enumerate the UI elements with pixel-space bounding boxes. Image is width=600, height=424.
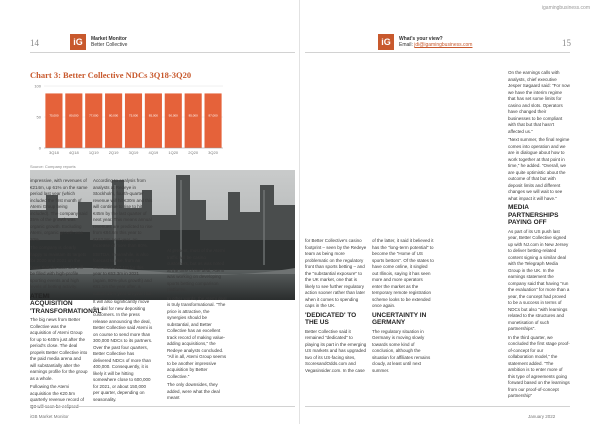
bar-data-label: 85,000 xyxy=(188,113,198,118)
y-tick-label: 50 xyxy=(36,114,41,120)
body-paragraph: impressive, with revenues of €214m, up 61% on the same period last year (which included the first month of Atemi Group being included). The company said 35% of the growth was organic growth. Excluding Atemi, organic growth was 20%. xyxy=(30,178,88,242)
chart-source: Source: Company reports xyxy=(30,164,76,169)
text-column-4 xyxy=(305,238,367,376)
bar-data-label: 75,000 xyxy=(128,113,139,118)
right-header-email-link[interactable]: jdi@igamingbusiness.com xyxy=(414,42,473,48)
left-page-number: 14 xyxy=(30,38,39,48)
section-heading: UNCERTAINTY IN GERMANY xyxy=(372,311,427,326)
chart-bar xyxy=(45,93,62,148)
right-footer: January 2022 xyxy=(528,413,556,419)
x-tick-label: 3Q19 xyxy=(128,150,139,155)
body-paragraph: of the latter, it said it believed it has the "long-term potential" to become the "Home of US sports bettors". Of the states to have come online, it singled out Illinois, saying it has seen more and more operators enter the market as the temporary remote registration scheme looks to be extended once again. xyxy=(372,238,434,308)
x-tick-label: 2Q19 xyxy=(108,150,119,155)
chart-title: Chart 3: Better Collective NDCs 3Q18-3Q20 xyxy=(30,70,192,80)
igb-logo-icon-right: iG xyxy=(378,34,394,50)
section-heading: 'DEDICATED' TO THE US xyxy=(305,311,357,326)
site-url[interactable]: igamingbusiness.com xyxy=(541,5,590,11)
chart-bar xyxy=(145,93,162,148)
x-tick-label: 4Q19 xyxy=(148,150,159,155)
bar-data-label: 75,000 xyxy=(49,113,59,118)
body-paragraph: It will also significantly move the dial for new depositing customers. In the press release announcing the deal, Better Collective said Atemi is on course to send more than 300,000 NDCs to its partners. Over the past four quarters, Better Collective has delivered NDCs of more than 400,000. Consequently, it is likely it will be hitting somewhere close to 600,000 for 2021, or about 150,000 per quarter, depending on seasonality. xyxy=(93,299,153,402)
x-tick-label: 1Q20 xyxy=(168,150,179,155)
body-paragraph: At present, most of the Atemi traffic will be casino customers, but as was noted at the time of the deal, Atemi was working on developing sports betting comparison platforms. xyxy=(167,248,225,292)
igb-logo-icon: iG xyxy=(70,34,86,50)
bar-data-label: 90,000 xyxy=(168,113,178,118)
left-header-rule xyxy=(30,52,295,53)
bar-data-label: 80,000 xyxy=(69,113,79,118)
right-footer-rule xyxy=(305,406,570,407)
right-page-number: 15 xyxy=(562,38,571,48)
left-footer: iGB Market Monitor xyxy=(30,413,69,419)
text-column-5 xyxy=(372,238,434,376)
right-header xyxy=(378,34,472,50)
body-paragraph: In other words, the Atemi deal is truly transformational. "The price is attractive, the synergies should be substantial, and Better Collective has an excellent track record of making value-adding acquisitions," the Redeye analysts concluded. "All in all, Atemi Group seems to be another impressive acquisition by Better Collective." xyxy=(167,295,227,379)
bar-data-label: 87,000 xyxy=(208,113,218,118)
left-footer-rule xyxy=(30,406,295,407)
body-paragraph: The big news from Better Collective was the acquisition of Atemi Group for up to €40m just after the period's close. The deal propels Better Collective into the paid media arena and will substantially alter the earnings profile for the group as a whole. xyxy=(30,317,88,381)
right-header-rule xyxy=(305,52,570,53)
section-heading: ATEMI ACQUISITION 'TRANSFORMATIONAL' xyxy=(30,292,104,315)
bar-data-label: 85,000 xyxy=(148,113,158,118)
body-paragraph: Following the Atemi acquisition the €20.5m quarterly revenue record of xyxy=(30,384,85,402)
body-paragraph: In the third quarter, we concluded the first stage proof-of-concept for our collaboration model," the statement added. "The ambition is to enter more of this type of agreements going forward based on the learnings from our proof-of-concept partnership" xyxy=(508,334,570,398)
text-column-3 xyxy=(167,248,227,404)
body-paragraph: As part of its US push last year, Better Collective signed up with NJ.com in New Jersey to deliver betting-related content signing a similar deal with the Telegraph Media Group in the UK. In the earnings statement the company said that having "run the evaluation" for more than a year, the concept had proved to be a success in terms of NDCs but also "with learnings related to the structures and monetisation of such partnerships". xyxy=(508,228,570,331)
body-paragraph: According to analysis from analysts at Redeye in Stockholm, fourth-quarter revenue will hit €30m and this will continue to rise to hit €45m by the last quarter of next year. This means annual revenues are predicted to rise from €84.6m this year to €163.9m next year, an increase of more than 80%. xyxy=(93,178,153,248)
body-paragraph: On the earnings calls with analysts, chief executive Jesper Søgaard said: "For now we have the interim regime that has set some limits for casino and slots. Operators have changed their businesses to be compliant with that but that hasn't affected us." xyxy=(508,70,570,134)
left-header-title: Market Monitor xyxy=(91,36,127,42)
x-tick-label: 2Q20 xyxy=(188,150,199,155)
text-column-1 xyxy=(30,178,104,412)
body-paragraph: "Next summer, the final regime comes into operation and we are in dialogue about how to work together at that point in time," he added. "Overall, we are quite optimistic about the outcome of that but with deposit limits and different changes we will wait to see what impact it will have." xyxy=(508,137,570,201)
ndc-bar-chart xyxy=(30,82,225,162)
body-paragraph: EBITDA, meanwhile, is also forecast to rise, from an estimated €37.1m for this year to €63.3m in 2021 (again, 80%-plus growth) and €81.1m the year after, a further 25% year-on-year rise. xyxy=(93,251,153,296)
body-paragraph: The only downsides, they added, were what the deal meant xyxy=(167,382,220,400)
body-paragraph: for Better Collective's casino footprint – seen by the Redeye team as being more problematic on the regulatory front than sports betting – and the "substantial exposure" to the UK market, one that is likely to see further regulatory action sooner rather than later when it comes to spending caps in the UK. xyxy=(305,238,367,308)
chart-bar xyxy=(205,93,222,148)
x-tick-label: 3Q20 xyxy=(208,150,218,155)
section-heading: MEDIA PARTNERSHIPS PAYING OFF xyxy=(508,204,559,226)
y-tick-label: 0 xyxy=(38,145,41,151)
chart-bar xyxy=(165,93,182,148)
text-column-2 xyxy=(93,178,153,405)
left-header xyxy=(70,34,127,50)
bar-data-label: 77,000 xyxy=(89,113,99,118)
text-column-6 xyxy=(508,70,570,402)
left-header-subtitle: Better Collective xyxy=(91,42,128,48)
chart-bar xyxy=(105,93,122,148)
chart-bar xyxy=(125,93,142,148)
chart-bar xyxy=(185,93,202,148)
body-paragraph: The regulatory situation in Germany is moving slowly towards some kind of conclusion, although the situation for affiliates remains cloudy, at least until next summer. xyxy=(372,328,431,373)
right-header-email-label: Email: xyxy=(399,42,413,48)
body-paragraph: The company is clearly happy to maintain its targets for 2020 and 2021 on the basis that the calendar will be filled with high-profile sporting events and high levels of betting activity. xyxy=(30,245,87,289)
right-header-title: What's your view? xyxy=(399,36,443,42)
page-gutter xyxy=(299,0,300,424)
chart-bar xyxy=(85,93,102,148)
x-tick-label: 3Q18 xyxy=(49,150,59,155)
y-tick-label: 100 xyxy=(34,83,41,89)
x-tick-label: 1Q19 xyxy=(88,150,99,155)
chart-bar xyxy=(65,93,82,148)
body-paragraph: Better Collective said it remained "dedicated" to playing its part in the emerging US markets and has upgraded two of its US-facing sites, ScoresandOdds.com and Vegasinsider.com. In the case xyxy=(305,328,367,373)
x-tick-label: 4Q18 xyxy=(68,150,79,155)
bar-data-label: 80,000 xyxy=(109,113,119,118)
